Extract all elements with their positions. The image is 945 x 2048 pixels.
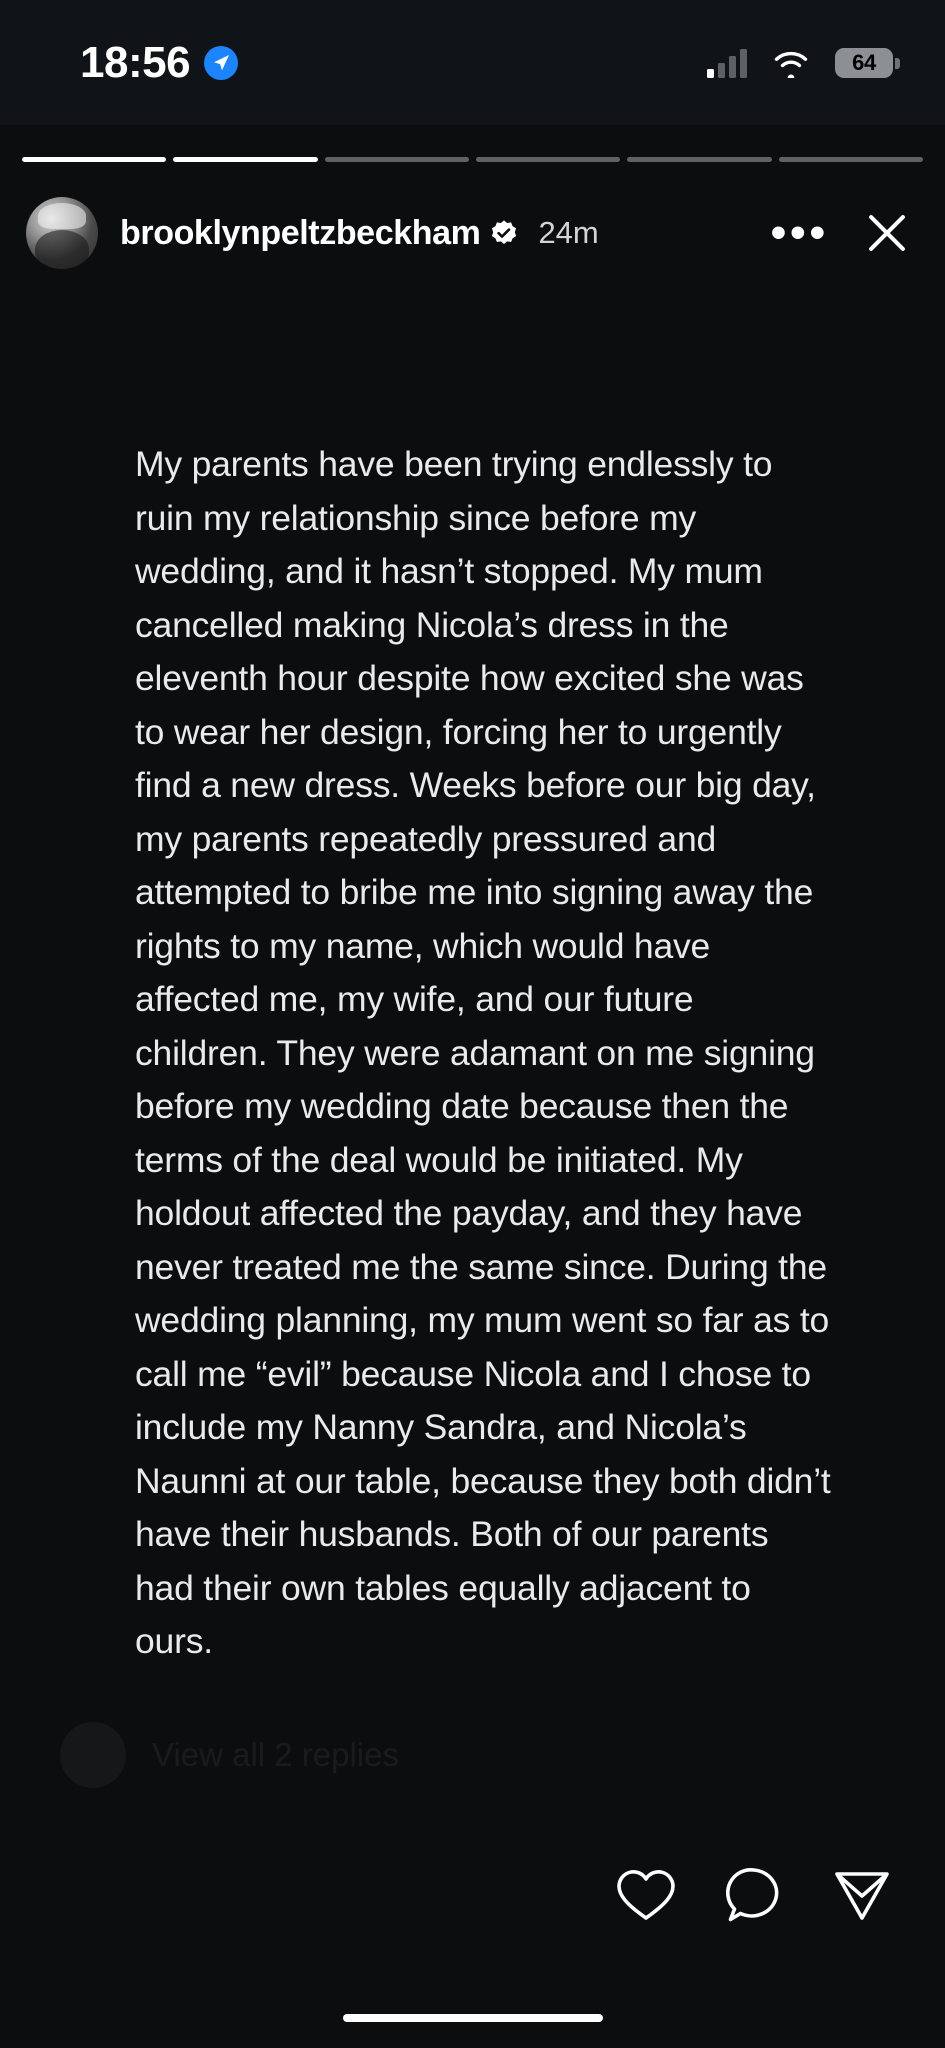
location-arrow-icon [204, 46, 238, 80]
story-timestamp: 24m [538, 215, 599, 250]
comment-bubble-icon[interactable] [723, 1864, 785, 1926]
story-body-text: My parents have been trying endlessly to ruin my relationship since before my wedding, and it hasn’t stopped. My mum cancelled making Nicola’s dress in the eleventh hour despite how excited she was to wear her design, forcing her to urgently find a new dress. Weeks before our big day, my parents repeatedly pressured and attempted to bribe me into signing away the rights to my name, which would have affected me, my wife, and our future children. They were adamant on me signing before my wedding date because then the terms of the deal would be initiated. My holdout affected the payday, and they have never treated me the same since. During the wedding planning, my mum went so far as to call me “evil” because Nicola and I chose to include my Nanny Sandra, and Nicola’s Naunni at our table, because they both didn’t have their husbands. Both of our parents had their own tables equally adjacent to ours. [135, 444, 841, 1661]
close-icon[interactable] [863, 209, 911, 257]
more-options-button[interactable]: ••• [770, 208, 829, 257]
status-bar-left [80, 38, 238, 88]
progress-segment[interactable] [476, 157, 620, 162]
ghost-overlay-label: View all 2 replies [152, 1736, 400, 1773]
story-header [0, 188, 945, 278]
home-indicator[interactable] [343, 2014, 603, 2022]
ghost-overlay [60, 1700, 880, 1810]
battery-percent-label: 64 [852, 49, 876, 75]
story-action-bar [0, 1830, 945, 1960]
battery-nub [895, 58, 900, 69]
progress-segment[interactable] [627, 157, 771, 162]
progress-segment[interactable] [173, 157, 317, 162]
progress-segment[interactable] [22, 157, 166, 162]
ghost-avatar-icon [60, 1722, 126, 1788]
status-bar-right [707, 48, 893, 78]
status-clock: 18:56 [80, 37, 191, 87]
avatar[interactable] [26, 197, 98, 269]
username-label[interactable]: brooklynpeltzbeckham [120, 213, 481, 252]
progress-segment[interactable] [779, 157, 923, 162]
verified-badge-icon [490, 219, 518, 247]
progress-segment[interactable] [325, 157, 469, 162]
cellular-signal-icon [707, 48, 747, 78]
wifi-icon [771, 48, 811, 78]
story-progress-bars[interactable] [22, 157, 923, 162]
heart-icon[interactable] [615, 1864, 677, 1926]
share-paper-plane-icon[interactable] [831, 1864, 893, 1926]
status-bar [0, 0, 945, 125]
battery-indicator [835, 48, 893, 78]
